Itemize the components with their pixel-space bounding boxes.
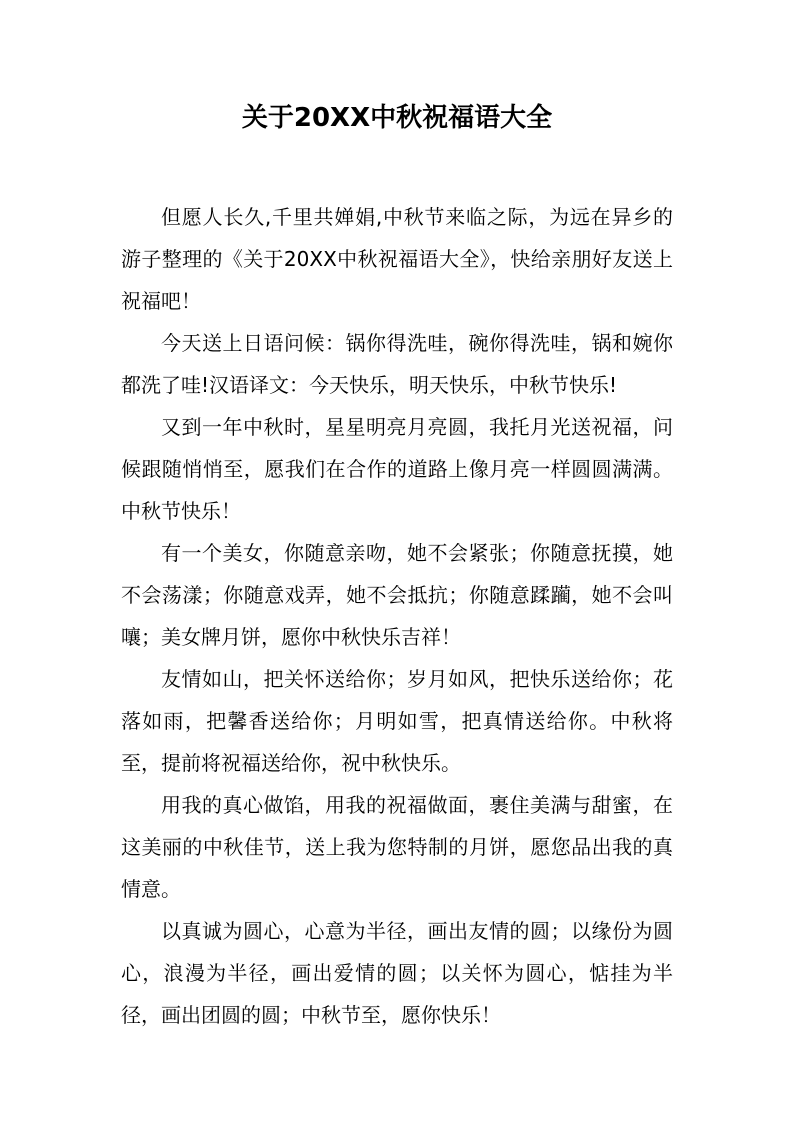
paragraph-7: 以真诚为圆心，心意为半径，画出友情的圆；以缘份为圆心，浪漫为半径，画出爱情的圆；以关怀为圆心，惦挂为半径，画出团圆的圆；中秋节至，愿你快乐！ — [121, 919, 673, 1027]
paragraph-1: 但愿人长久,千里共婵娟,中秋节来临之际，为远在异乡的游子整理的《关于20XX中秋祝福语大全》，快给亲朋好友送上祝福吧！ — [121, 205, 673, 313]
paragraph-6: 用我的真心做馅，用我的祝福做面，裹住美满与甜蜜，在这美丽的中秋佳节，送上我为您特制的月饼，愿您品出我的真情意。 — [121, 793, 673, 901]
paragraph-4: 有一个美女，你随意亲吻，她不会紧张；你随意抚摸，她不会荡漾；你随意戏弄，她不会抵抗；你随意蹂躏，她不会叫嚷；美女牌月饼，愿你中秋快乐吉祥！ — [121, 541, 673, 649]
paragraph-2: 今天送上日语问候：锅你得洗哇，碗你得洗哇，锅和婉你都洗了哇!汉语译文：今天快乐，明天快乐，中秋节快乐! — [121, 331, 673, 397]
paragraph-3: 又到一年中秋时，星星明亮月亮圆，我托月光送祝福，问候跟随悄悄至，愿我们在合作的道路上像月亮一样圆圆满满。中秋节快乐！ — [121, 415, 673, 523]
paragraph-5: 友情如山，把关怀送给你；岁月如风，把快乐送给你；花落如雨，把馨香送给你；月明如雪，把真情送给你。中秋将至，提前将祝福送给你，祝中秋快乐。 — [121, 667, 673, 775]
document-title: 关于20XX中秋祝福语大全 — [241, 103, 553, 133]
document-body — [121, 196, 673, 1036]
